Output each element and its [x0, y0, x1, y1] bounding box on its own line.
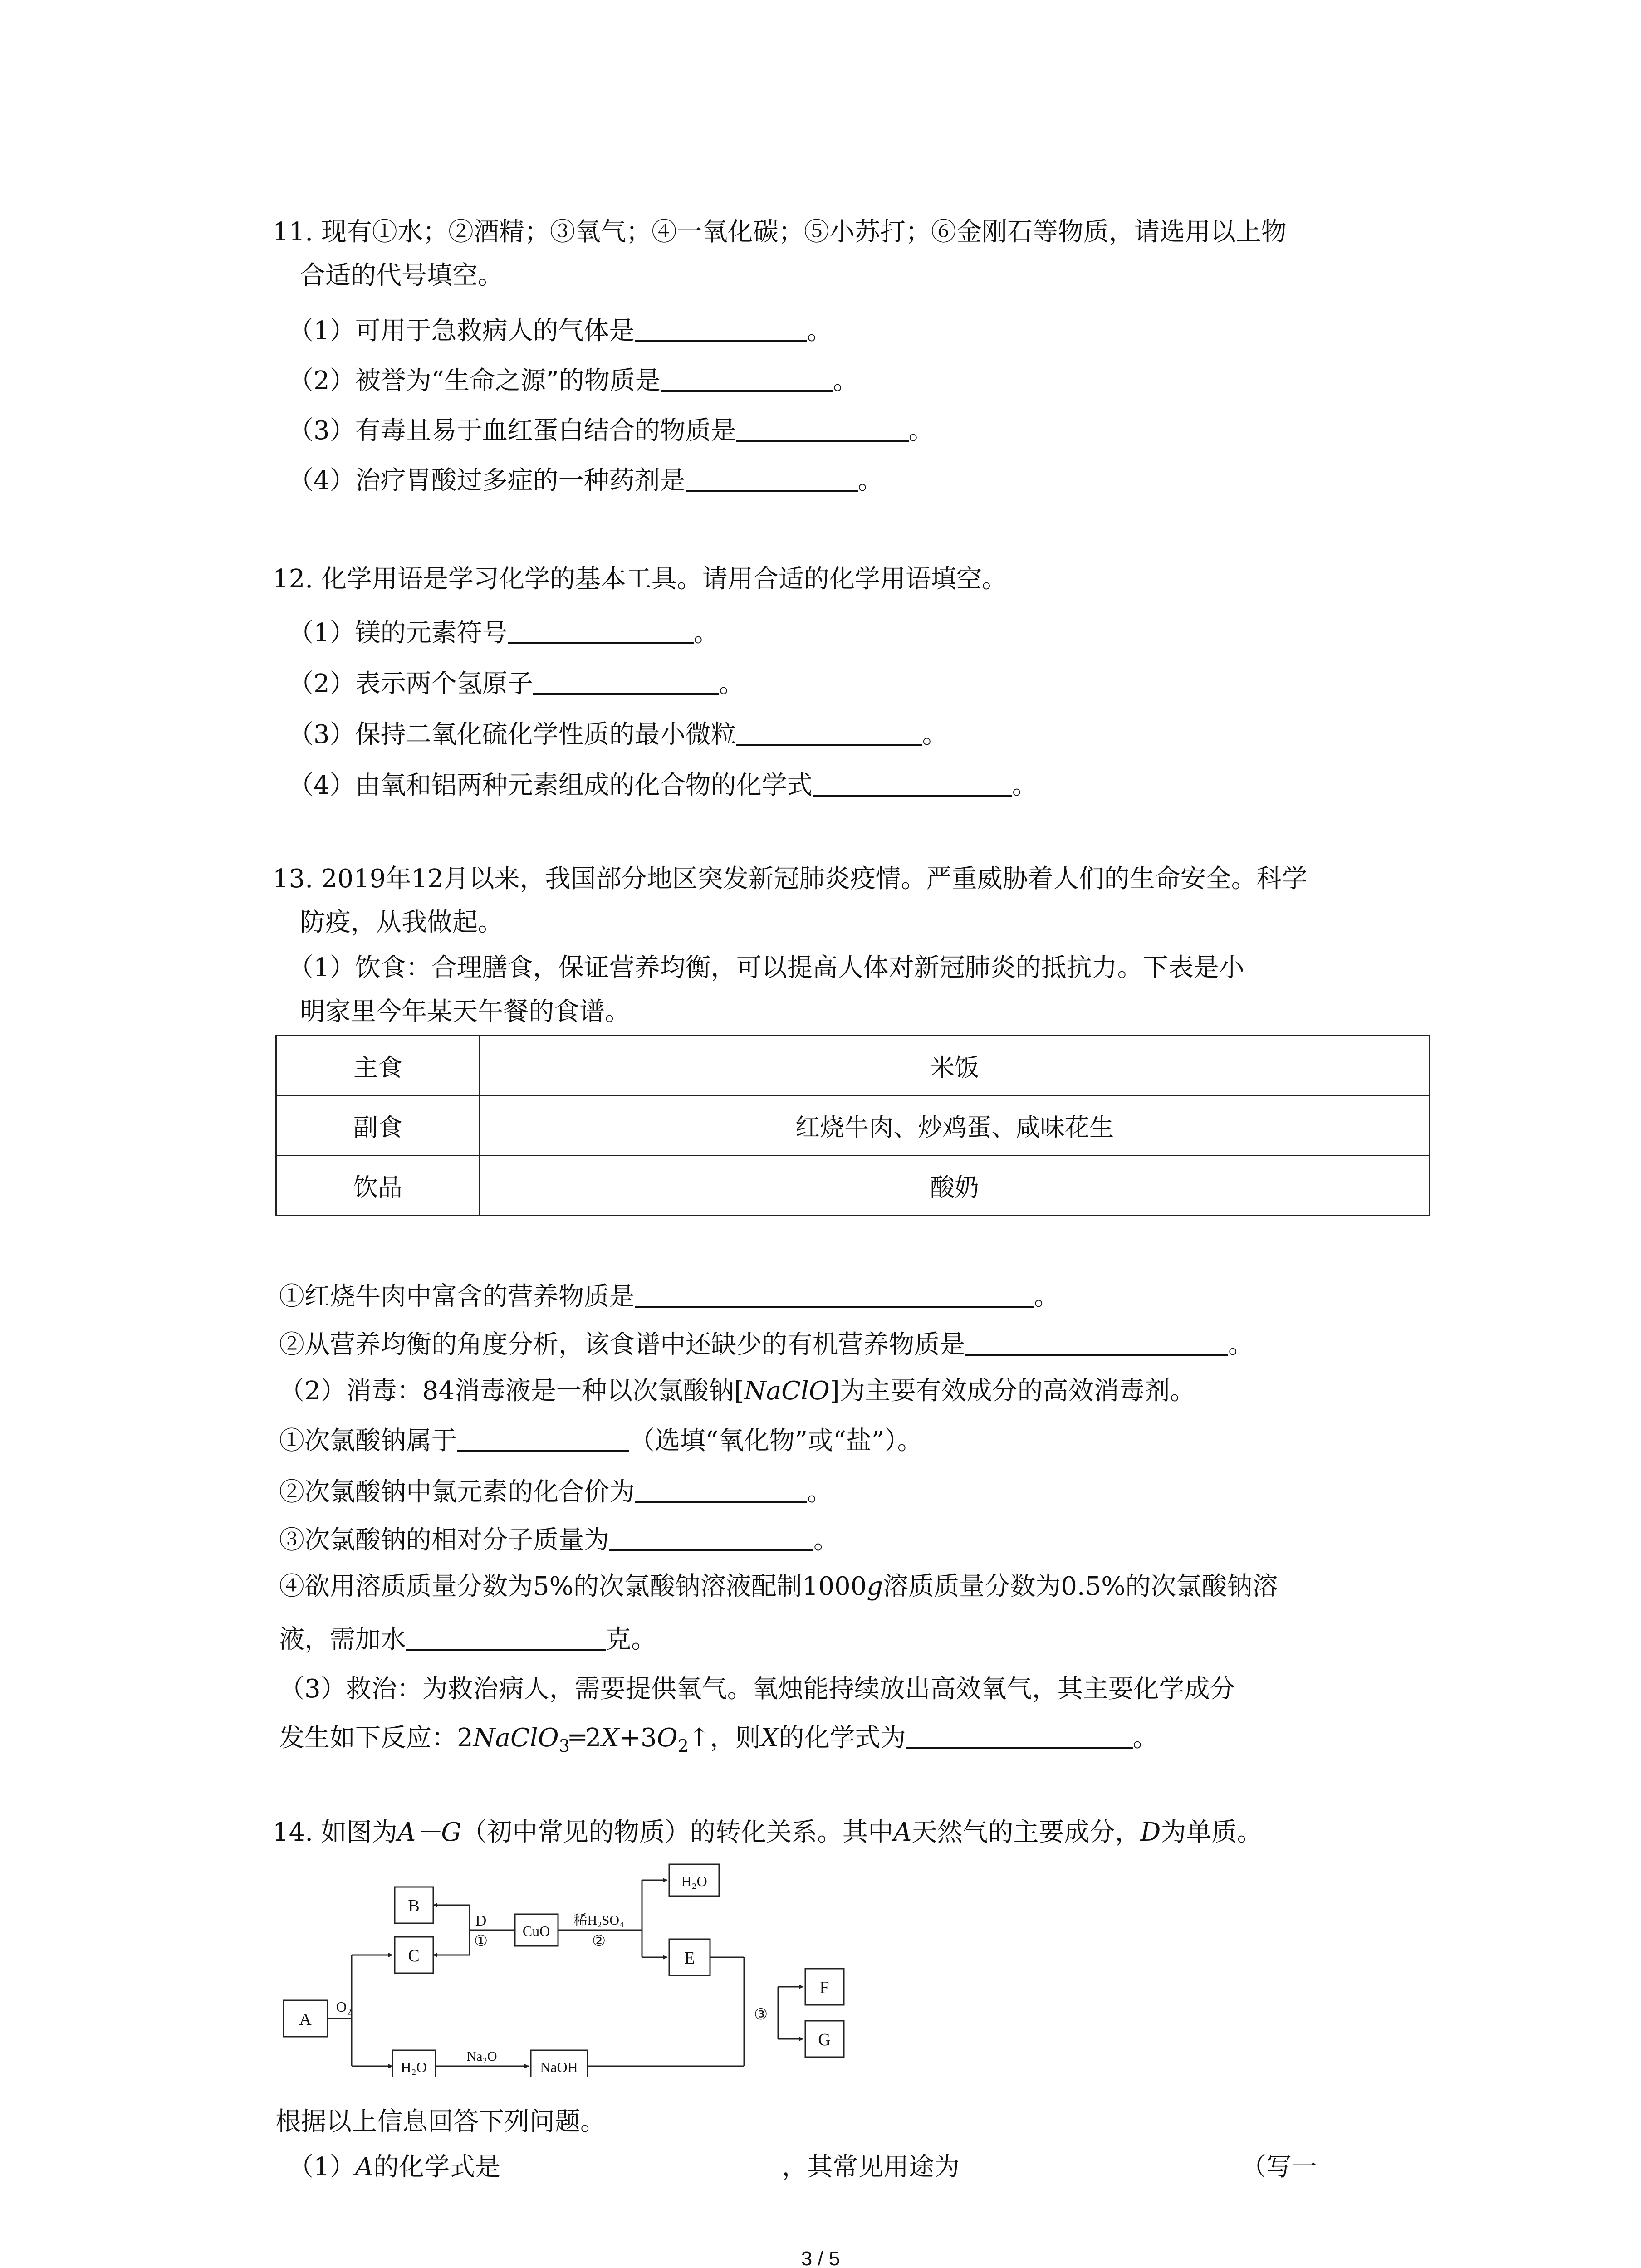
answer-blank[interactable]: [661, 367, 833, 392]
q13-sub5: ③次氯酸钠的相对分子质量为 。: [279, 1525, 839, 1555]
q14-stem: 14. 如图为A－G（初中常见的物质）的转化关系。其中A天然气的主要成分，D为单质。: [273, 1818, 1263, 1847]
q13-stem-line1: 13. 2019年12月以来，我国部分地区突发新冠肺炎疫情。严重威胁着人们的生命安全。科学: [273, 864, 1308, 894]
label-f: F: [819, 1978, 829, 1997]
table-cell-category: 主食: [276, 1036, 480, 1096]
label-h2o-top: H₂O: [681, 1873, 707, 1889]
q11-part1: （1）可用于急救病人的气体是 。: [288, 316, 833, 346]
q11-part4: （4）治疗胃酸过多症的一种药剂是 。: [288, 466, 883, 495]
q11-part3: （3）有毒且易于血红蛋白结合的物质是 。: [288, 416, 934, 445]
table-row: [276, 1036, 1430, 1096]
answer-blank[interactable]: [500, 2153, 782, 2178]
answer-blank[interactable]: [457, 1427, 629, 1452]
answer-blank[interactable]: [508, 619, 694, 644]
label-reaction-3: ③: [754, 2006, 768, 2023]
table-row: [276, 1096, 1430, 1156]
label-naoh: NaOH: [540, 2059, 578, 2075]
q13-part3-line1: （3）救治：为救治病人，需要提供氧气。氧烛能持续放出高效氧气，其主要化学成分: [279, 1674, 1235, 1704]
q14-after-text: 根据以上信息回答下列问题。: [275, 2107, 606, 2136]
label-o2: O₂: [336, 1999, 352, 2015]
q11-part2: （2）被誉为“生命之源”的物质是 。: [288, 366, 858, 396]
q12-part2: （2）表示两个氢原子 。: [288, 669, 745, 699]
q13-part3-line2: 发生如下反应：$2NaClO_3═2X+3O_2↑$，则X的化学式为 。: [279, 1723, 1158, 1756]
answer-blank[interactable]: [635, 317, 807, 342]
table-cell-items: 米饭: [480, 1036, 1430, 1096]
answer-blank[interactable]: [635, 1282, 1034, 1308]
q13-sub6-line1: ④欲用溶质质量分数为5%的次氯酸钠溶液配制1000g溶质质量分数为0.5%的次氯酸钠溶: [279, 1572, 1278, 1601]
answer-blank[interactable]: [736, 416, 909, 442]
label-cuo: CuO: [522, 1923, 550, 1939]
table-row: [276, 1156, 1430, 1216]
label-g: G: [818, 2030, 831, 2049]
label-a: A: [299, 2010, 312, 2029]
answer-blank[interactable]: [406, 1625, 606, 1651]
label-reaction-1: ①: [474, 1933, 488, 1950]
menu-table: [275, 1035, 1430, 1216]
answer-blank[interactable]: [960, 2153, 1241, 2178]
q13-part2: （2）消毒：84消毒液是一种以次氯酸钠[NaClO]为主要有效成分的高效消毒剂。: [279, 1376, 1195, 1406]
answer-blank[interactable]: [736, 720, 922, 746]
answer-blank[interactable]: [635, 1478, 807, 1503]
q12-part3: （3）保持二氧化硫化学性质的最小微粒 。: [288, 720, 948, 749]
q13-sub2: ②从营养均衡的角度分析，该食谱中还缺少的有机营养物质是 。: [279, 1330, 1254, 1359]
answer-blank[interactable]: [813, 771, 1012, 797]
label-c: C: [408, 1946, 420, 1965]
label-e: E: [684, 1949, 695, 1968]
q13-sub3: ①次氯酸钠属于 （选填“氧化物”或“盐”）。: [279, 1426, 923, 1456]
label-dilute-acid: 稀H₂SO₄: [573, 1913, 624, 1928]
q14-part1: （1）A的化学式是 ，其常见用途为 （写一: [288, 2152, 1318, 2182]
label-h2o-bottom: H₂O: [401, 2059, 427, 2075]
q11-stem-line1: 11. 现有①水；②酒精；③氧气；④一氧化碳；⑤小苏打；⑥金刚石等物质，请选用以上物: [273, 217, 1287, 247]
label-na2o: Na₂O: [466, 2049, 497, 2064]
q12-part1: （1）镁的元素符号 。: [288, 618, 719, 648]
answer-blank[interactable]: [533, 670, 719, 695]
conversion-diagram: [279, 1851, 860, 2077]
q13-part1-line1: （1）饮食：合理膳食，保证营养均衡，可以提高人体对新冠肺炎的抵抗力。下表是小: [288, 953, 1244, 982]
q12-stem: 12. 化学用语是学习化学的基本工具。请用合适的化学用语填空。: [273, 564, 1007, 594]
q13-stem-line2: 防疫，从我做起。: [300, 908, 503, 937]
answer-blank[interactable]: [609, 1526, 813, 1551]
answer-blank[interactable]: [906, 1724, 1133, 1749]
label-reaction-2: ②: [592, 1933, 606, 1950]
label-b: B: [408, 1897, 420, 1916]
table-cell-category: 饮品: [276, 1156, 480, 1216]
table-cell-items: 红烧牛肉、炒鸡蛋、咸味花生: [480, 1096, 1430, 1156]
q13-part1-line2: 明家里今年某天午餐的食谱。: [300, 997, 630, 1026]
q13-sub4: ②次氯酸钠中氯元素的化合价为 。: [279, 1477, 833, 1507]
label-d: D: [475, 1912, 487, 1929]
q13-sub1: ①红烧牛肉中富含的营养物质是 。: [279, 1282, 1059, 1311]
table-cell-category: 副食: [276, 1096, 480, 1156]
q12-part4: （4）由氧和铝两种元素组成的化合物的化学式 。: [288, 771, 1038, 800]
q13-sub6-line2: 液，需加水 克。: [279, 1625, 656, 1654]
answer-blank[interactable]: [686, 466, 858, 492]
table-cell-items: 酸奶: [480, 1156, 1430, 1216]
page-number: 3 / 5: [801, 2248, 840, 2268]
answer-blank[interactable]: [965, 1330, 1228, 1356]
q11-stem-line2: 合适的代号填空。: [300, 261, 503, 290]
